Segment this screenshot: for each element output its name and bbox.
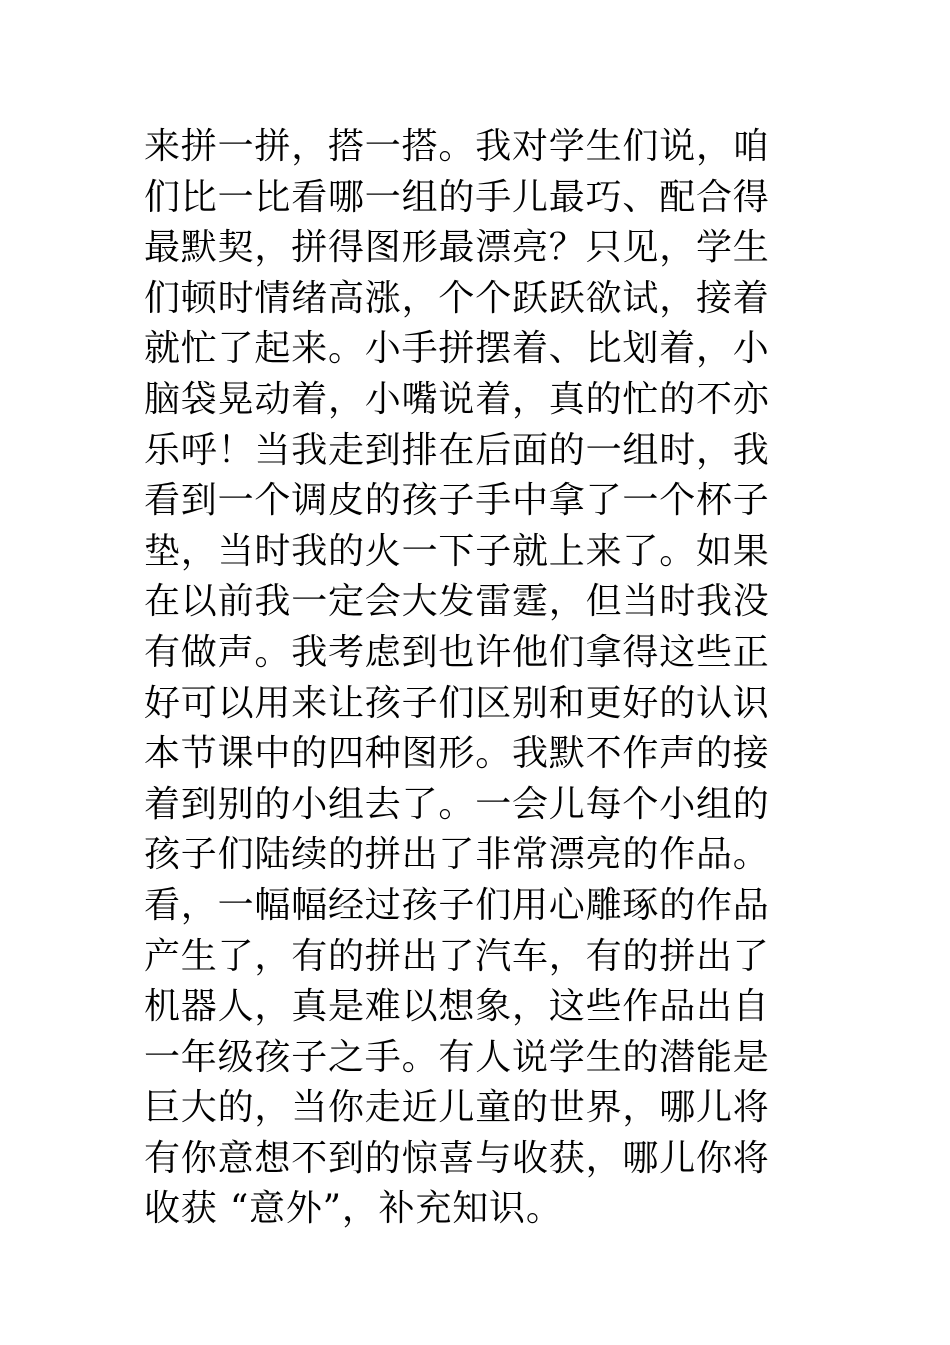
text-line: 最默契，拼得图形最漂亮？只见，学生 bbox=[144, 227, 770, 269]
text-line: 巨大的，当你走近儿童的世界，哪儿将 bbox=[144, 1087, 770, 1129]
text-line: 机器人，真是难以想象，这些作品出自 bbox=[144, 986, 770, 1028]
body-text bbox=[144, 122, 770, 1235]
text-line: 产生了，有的拼出了汽车，有的拼出了 bbox=[144, 935, 770, 977]
text-line: 就忙了起来。小手拼摆着、比划着，小 bbox=[144, 328, 770, 370]
text-line: 乐呼！当我走到排在后面的一组时，我 bbox=[144, 429, 770, 471]
text-line: 来拼一拼，搭一搭。我对学生们说，咱 bbox=[144, 126, 770, 167]
text-line: 本节课中的四种图形。我默不作声的接 bbox=[144, 733, 770, 775]
text-line: 看，一幅幅经过孩子们用心雕琢的作品 bbox=[144, 884, 770, 926]
text-line: 有你意想不到的惊喜与收获，哪儿你将 bbox=[144, 1137, 770, 1179]
text-line: 垫，当时我的火一下子就上来了。如果 bbox=[144, 530, 770, 572]
text-line: 脑袋晃动着，小嘴说着，真的忙的不亦 bbox=[144, 378, 770, 420]
text-line: 在以前我一定会大发雷霆，但当时我没 bbox=[144, 581, 770, 623]
text-line: 着到别的小组去了。一会儿每个小组的 bbox=[144, 783, 770, 825]
text-line: 好可以用来让孩子们区别和更好的认识 bbox=[144, 682, 770, 724]
text-line: 收获 “意外”，补充知识。 bbox=[144, 1188, 563, 1230]
text-line: 们顿时情绪高涨，个个跃跃欲试，接着 bbox=[144, 277, 770, 319]
text-line: 一年级孩子之手。有人说学生的潜能是 bbox=[144, 1036, 770, 1078]
text-line: 有做声。我考虑到也许他们拿得这些正 bbox=[144, 631, 770, 673]
text-line: 看到一个调皮的孩子手中拿了一个杯子 bbox=[144, 480, 770, 522]
text-line: 孩子们陆续的拼出了非常漂亮的作品。 bbox=[144, 834, 770, 876]
text-line: 们比一比看哪一组的手儿最巧、配合得 bbox=[144, 176, 770, 218]
